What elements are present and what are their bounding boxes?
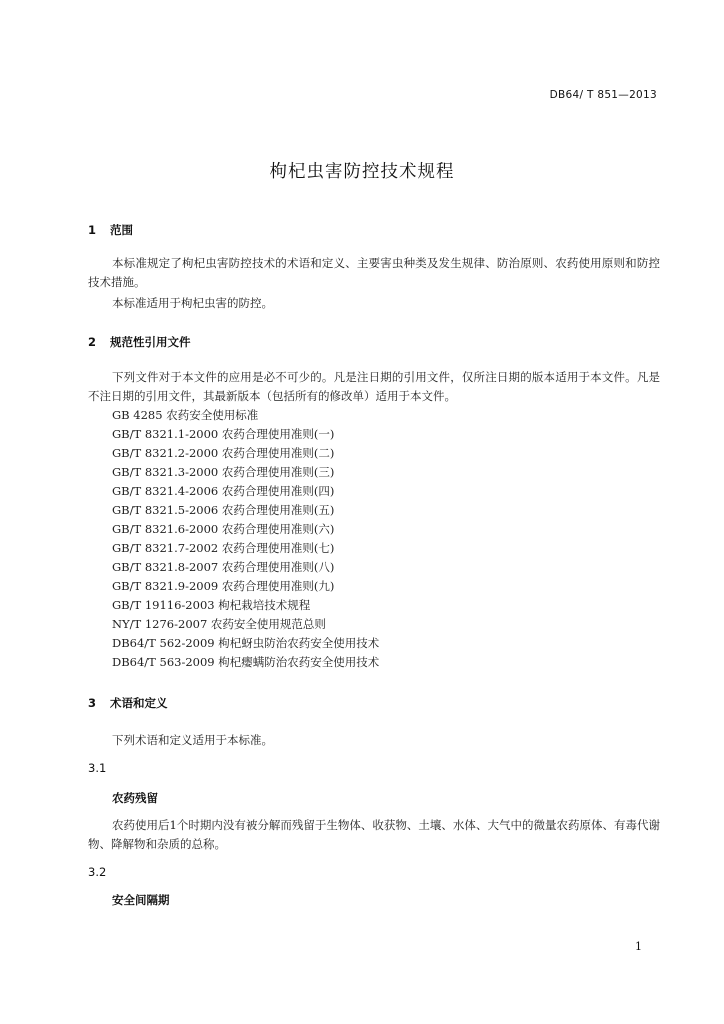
terms-intro: 下列术语和定义适用于本标准。 — [112, 733, 273, 747]
section-number: 1 — [88, 223, 97, 237]
section-title: 范围 — [110, 223, 134, 237]
reference-item: GB/T 8321.2-2000 农药合理使用准则(二) — [112, 446, 335, 460]
reference-item: GB/T 8321.3-2000 农药合理使用准则(三) — [112, 465, 335, 479]
section-title: 术语和定义 — [110, 696, 168, 710]
reference-item: GB/T 8321.8-2007 农药合理使用准则(八) — [112, 560, 335, 574]
section-1-heading — [88, 222, 133, 238]
page-number: 1 — [635, 940, 642, 953]
scope-paragraph-1: 本标准规定了枸杞虫害防控技术的术语和定义、主要害虫种类及发生规律、防治原则、农药使用原则和防控技术措施。 — [88, 256, 660, 289]
reference-item: GB 4285 农药安全使用标准 — [112, 408, 259, 422]
reference-item: GB/T 8321.7-2002 农药合理使用准则(七) — [112, 541, 335, 555]
scope-paragraph-2: 本标准适用于枸杞虫害的防控。 — [112, 296, 273, 310]
reference-item: GB/T 8321.6-2000 农药合理使用准则(六) — [112, 522, 335, 536]
section-number: 3 — [88, 696, 97, 710]
reference-item: GB/T 19116-2003 枸杞栽培技术规程 — [112, 598, 311, 612]
reference-item: GB/T 8321.9-2009 农药合理使用准则(九) — [112, 579, 335, 593]
document-title: 枸杞虫害防控技术规程 — [269, 162, 455, 182]
standard-code: DB64/ T 851—2013 — [549, 89, 657, 101]
term-number: 3.1 — [88, 761, 107, 775]
section-title: 规范性引用文件 — [110, 335, 191, 349]
term-name: 农药残留 — [112, 791, 158, 805]
section-2-heading — [88, 334, 191, 350]
references-intro: 下列文件对于本文件的应用是必不可少的。凡是注日期的引用文件，仅所注日期的版本适用于本文件。凡是不注日期的引用文件，其最新版本（包括所有的修改单）适用于本文件。 — [88, 370, 660, 403]
section-number: 2 — [88, 335, 97, 349]
term-name: 安全间隔期 — [112, 893, 170, 907]
reference-item: NY/T 1276-2007 农药安全使用规范总则 — [112, 617, 326, 631]
term-number: 3.2 — [88, 865, 107, 879]
reference-item: GB/T 8321.4-2006 农药合理使用准则(四) — [112, 484, 335, 498]
reference-item: DB64/T 562-2009 枸杞蚜虫防治农药安全使用技术 — [112, 636, 380, 650]
reference-item: DB64/T 563-2009 枸杞瘿螨防治农药安全使用技术 — [112, 655, 380, 669]
reference-item: GB/T 8321.1-2000 农药合理使用准则(一) — [112, 427, 335, 441]
reference-item: GB/T 8321.5-2006 农药合理使用准则(五) — [112, 503, 335, 517]
term-definition: 农药使用后1个时期内没有被分解而残留于生物体、收获物、土壤、水体、大气中的微量农药原体、有毒代谢物、降解物和杂质的总称。 — [88, 818, 660, 851]
section-3-heading — [88, 695, 168, 711]
